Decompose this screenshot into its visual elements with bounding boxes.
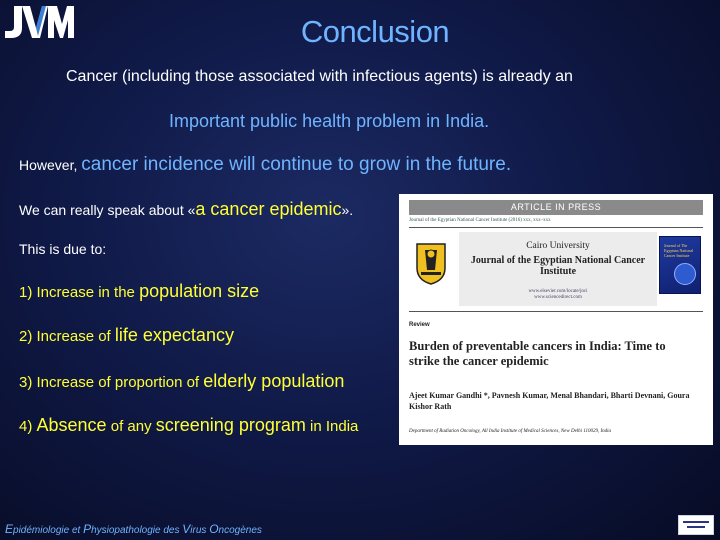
journal-links xyxy=(459,289,657,301)
footer-initial: E xyxy=(5,522,14,536)
article-authors: Ajeet Kumar Gandhi *, Pavnesh Kumar, Menal Bhandari, Bharti Devnani, Goura Kishor Rath xyxy=(409,391,690,411)
slide-title: Conclusion xyxy=(300,14,450,49)
footer-text: irus xyxy=(190,525,210,536)
point-2-emphasis: life expectancy xyxy=(114,325,234,345)
article-image xyxy=(399,194,713,445)
due-to-line: This is due to: xyxy=(19,241,107,257)
point-1-prefix: 1) Increase in the xyxy=(19,284,140,301)
intro-line: Cancer (including those associated with infectious agents) is already an xyxy=(66,68,573,85)
logo-bar xyxy=(683,521,709,523)
cover-title: Journal of The Egyptian National Cancer Institute xyxy=(664,243,694,258)
institution-logo xyxy=(678,515,714,535)
epidemic-suffix: ». xyxy=(341,202,354,218)
point-1 xyxy=(19,281,259,302)
university-name: Cairo University xyxy=(526,241,590,251)
epidemic-text: a cancer epidemic xyxy=(195,199,342,219)
point-2-prefix: 2) Increase of xyxy=(19,328,115,345)
point-4-middle: of any xyxy=(106,418,156,435)
journal-name: Journal of the Egyptian National Cancer Institute xyxy=(470,255,646,277)
article-section: Review xyxy=(409,322,430,328)
article-title: Burden of preventable cancers in India: Time to strike the cancer epidemic xyxy=(409,339,666,368)
public-health-line: Important public health problem in India. xyxy=(169,111,490,131)
footer-text: ncogènes xyxy=(218,525,262,536)
point-4 xyxy=(19,415,358,436)
footer-initial: P xyxy=(83,522,92,536)
incidence-line xyxy=(19,154,511,176)
point-3-emphasis: elderly population xyxy=(203,371,345,391)
however-text: However, xyxy=(19,157,82,173)
journal-reference: Journal of the Egyptian National Cancer Institute (2016) xxx, xxx–xxx xyxy=(409,218,551,223)
divider xyxy=(409,227,703,228)
incidence-text: cancer incidence will continue to grow in the future. xyxy=(81,154,512,175)
footer-initial: O xyxy=(209,522,219,536)
divider xyxy=(409,311,703,312)
epidemic-prefix: We can really speak about « xyxy=(19,202,196,218)
point-4-suffix: in India xyxy=(305,418,359,435)
article-in-press-banner: ARTICLE IN PRESS xyxy=(409,200,703,215)
footer-text: hysiopathologie des xyxy=(91,525,183,536)
point-3 xyxy=(19,371,344,392)
footer-text: pidémiologie et xyxy=(13,525,84,536)
journal-header xyxy=(409,232,703,306)
journal-link-1: www.elsevier.com/locate/jnci xyxy=(528,289,588,294)
point-4-number: 4) xyxy=(19,418,37,435)
logo-bar xyxy=(687,526,705,528)
point-2 xyxy=(19,325,234,346)
footer-lab-name xyxy=(5,522,262,536)
epidemic-line xyxy=(19,199,353,220)
journal-link-2: www.sciencedirect.com xyxy=(534,295,582,300)
footer-initial: V xyxy=(182,522,191,536)
article-affiliation: Department of Radiation Oncology, All India Institute of Medical Sciences, New Delhi 110029, India xyxy=(409,429,612,434)
university-emblem-icon xyxy=(413,240,449,286)
point-4-absence: Absence xyxy=(36,415,107,435)
cover-graphic xyxy=(674,263,696,285)
point-4-screening: screening program xyxy=(155,415,306,435)
journal-title-box xyxy=(459,232,657,306)
journal-cover-image xyxy=(659,236,701,294)
point-1-emphasis: population size xyxy=(139,281,260,301)
point-3-prefix: 3) Increase of proportion of xyxy=(19,374,204,391)
